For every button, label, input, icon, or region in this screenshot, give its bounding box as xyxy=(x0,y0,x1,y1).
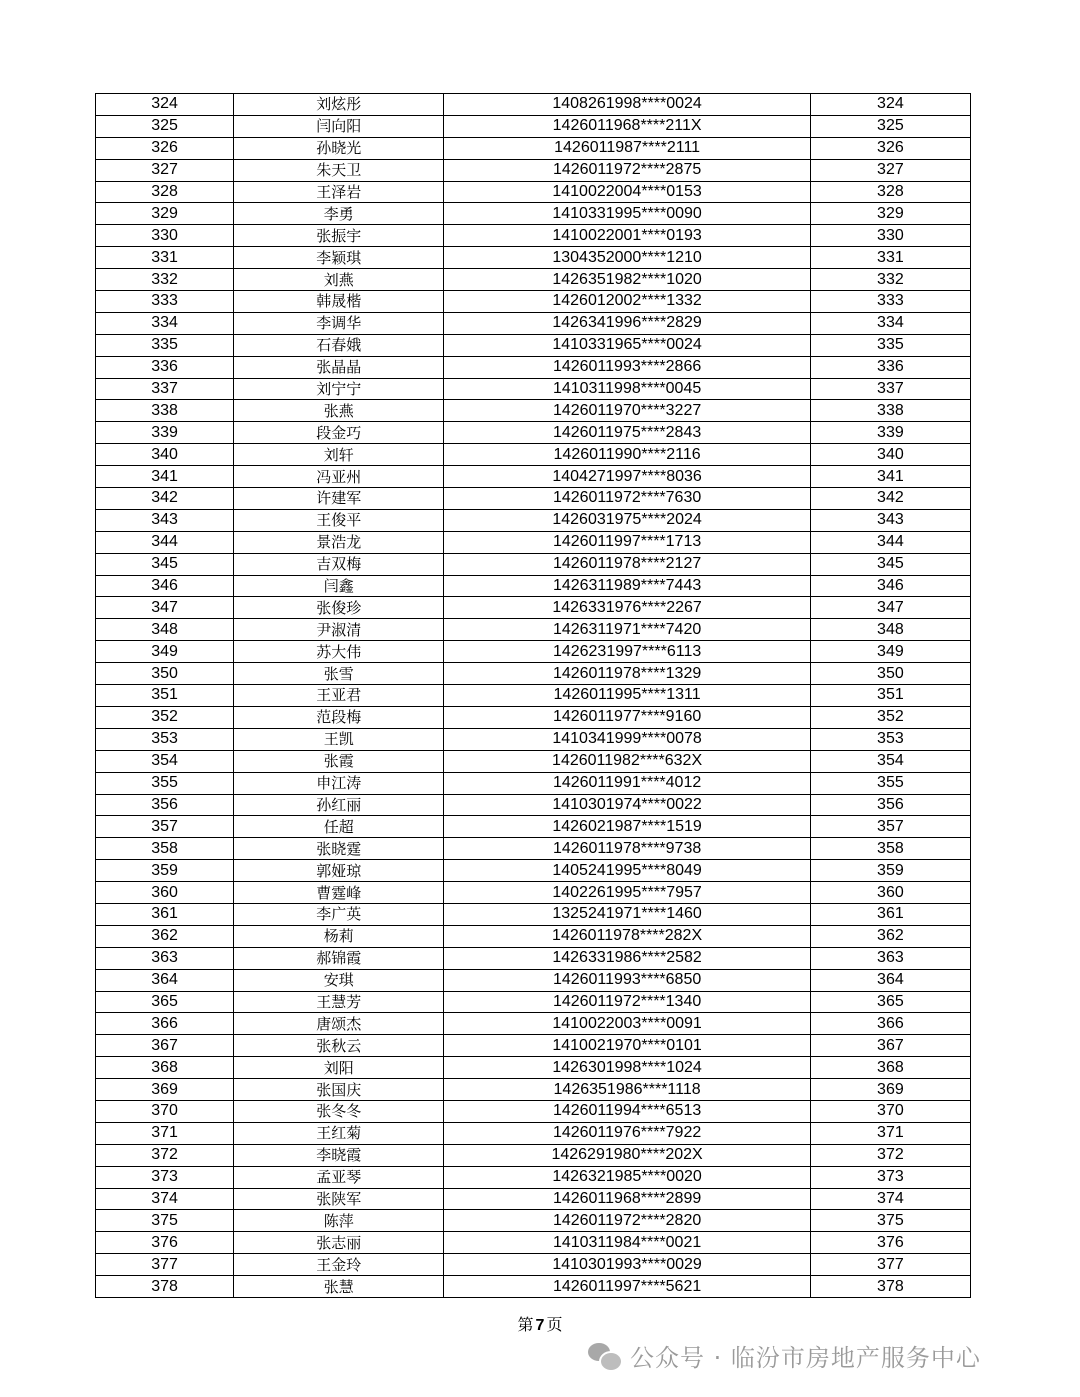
id-number-cell: 1426011977****9160 xyxy=(444,706,810,728)
rank-cell: 327 xyxy=(810,159,970,181)
id-number-cell: 1426011997****1713 xyxy=(444,531,810,553)
id-number-cell: 1426011968****211X xyxy=(444,115,810,137)
name-cell: 苏大伟 xyxy=(234,641,444,663)
rank-cell: 335 xyxy=(810,334,970,356)
id-number-cell: 1426011970****3227 xyxy=(444,400,810,422)
table-row xyxy=(96,772,971,794)
rank-cell: 324 xyxy=(810,94,970,116)
id-number-cell: 1408261998****0024 xyxy=(444,94,810,116)
seq-cell: 346 xyxy=(96,575,234,597)
name-cell: 孙红丽 xyxy=(234,794,444,816)
seq-cell: 340 xyxy=(96,444,234,466)
rank-cell: 378 xyxy=(810,1276,970,1298)
name-cell: 杨莉 xyxy=(234,925,444,947)
table-row xyxy=(96,1188,971,1210)
seq-cell: 360 xyxy=(96,882,234,904)
seq-cell: 335 xyxy=(96,334,234,356)
name-cell: 张慧 xyxy=(234,1276,444,1298)
rank-cell: 332 xyxy=(810,269,970,291)
id-number-cell: 1426011991****4012 xyxy=(444,772,810,794)
name-cell: 陈萍 xyxy=(234,1210,444,1232)
name-cell: 段金巧 xyxy=(234,422,444,444)
id-number-cell: 1304352000****1210 xyxy=(444,247,810,269)
rank-cell: 352 xyxy=(810,706,970,728)
rank-cell: 370 xyxy=(810,1100,970,1122)
id-number-cell: 1426351986****1118 xyxy=(444,1079,810,1101)
name-cell: 刘宁宁 xyxy=(234,378,444,400)
table-row xyxy=(96,247,971,269)
rank-cell: 331 xyxy=(810,247,970,269)
table-row xyxy=(96,1166,971,1188)
name-cell: 申江涛 xyxy=(234,772,444,794)
name-cell: 张振宇 xyxy=(234,225,444,247)
id-number-cell: 1426011990****2116 xyxy=(444,444,810,466)
seq-cell: 367 xyxy=(96,1035,234,1057)
seq-cell: 334 xyxy=(96,312,234,334)
rank-cell: 354 xyxy=(810,750,970,772)
seq-cell: 355 xyxy=(96,772,234,794)
rank-cell: 371 xyxy=(810,1122,970,1144)
seq-cell: 338 xyxy=(96,400,234,422)
name-cell: 李调华 xyxy=(234,312,444,334)
rank-cell: 341 xyxy=(810,466,970,488)
name-cell: 王亚君 xyxy=(234,685,444,707)
table-row xyxy=(96,838,971,860)
name-cell: 闫鑫 xyxy=(234,575,444,597)
name-cell: 范段梅 xyxy=(234,706,444,728)
name-cell: 安琪 xyxy=(234,969,444,991)
seq-cell: 376 xyxy=(96,1232,234,1254)
table-row xyxy=(96,444,971,466)
table-row xyxy=(96,356,971,378)
wechat-watermark xyxy=(588,1338,981,1373)
id-number-cell: 1426011993****6850 xyxy=(444,969,810,991)
table-row xyxy=(96,137,971,159)
seq-cell: 375 xyxy=(96,1210,234,1232)
table-row xyxy=(96,860,971,882)
rank-cell: 355 xyxy=(810,772,970,794)
rank-cell: 330 xyxy=(810,225,970,247)
id-number-cell: 1426351982****1020 xyxy=(444,269,810,291)
id-number-cell: 1426301998****1024 xyxy=(444,1057,810,1079)
rank-cell: 364 xyxy=(810,969,970,991)
rank-cell: 374 xyxy=(810,1188,970,1210)
name-cell: 唐颂杰 xyxy=(234,1013,444,1035)
name-cell: 许建军 xyxy=(234,488,444,510)
name-cell: 王慧芳 xyxy=(234,991,444,1013)
table-row xyxy=(96,466,971,488)
rank-cell: 372 xyxy=(810,1144,970,1166)
name-cell: 朱天卫 xyxy=(234,159,444,181)
name-cell: 张冬冬 xyxy=(234,1100,444,1122)
table-row xyxy=(96,706,971,728)
name-cell: 张晓霆 xyxy=(234,838,444,860)
table-row xyxy=(96,334,971,356)
rank-cell: 336 xyxy=(810,356,970,378)
table-row xyxy=(96,597,971,619)
name-cell: 郝锦霞 xyxy=(234,947,444,969)
name-cell: 王俊平 xyxy=(234,509,444,531)
rank-cell: 367 xyxy=(810,1035,970,1057)
id-number-cell: 1325241971****1460 xyxy=(444,903,810,925)
id-number-cell: 1426011978****1329 xyxy=(444,663,810,685)
id-number-cell: 1410331995****0090 xyxy=(444,203,810,225)
id-number-cell: 1426291980****202X xyxy=(444,1144,810,1166)
table-row xyxy=(96,181,971,203)
seq-cell: 328 xyxy=(96,181,234,203)
name-cell: 张俊珍 xyxy=(234,597,444,619)
rank-cell: 359 xyxy=(810,860,970,882)
seq-cell: 356 xyxy=(96,794,234,816)
rank-cell: 338 xyxy=(810,400,970,422)
seq-cell: 370 xyxy=(96,1100,234,1122)
seq-cell: 344 xyxy=(96,531,234,553)
id-number-cell: 1426011972****2875 xyxy=(444,159,810,181)
seq-cell: 333 xyxy=(96,291,234,313)
seq-cell: 331 xyxy=(96,247,234,269)
seq-cell: 368 xyxy=(96,1057,234,1079)
rank-cell: 373 xyxy=(810,1166,970,1188)
table-row xyxy=(96,575,971,597)
seq-cell: 366 xyxy=(96,1013,234,1035)
table-row xyxy=(96,1079,971,1101)
rank-cell: 356 xyxy=(810,794,970,816)
rank-cell: 366 xyxy=(810,1013,970,1035)
name-cell: 景浩龙 xyxy=(234,531,444,553)
seq-cell: 377 xyxy=(96,1254,234,1276)
id-number-cell: 1426012002****1332 xyxy=(444,291,810,313)
name-cell: 张陕军 xyxy=(234,1188,444,1210)
seq-cell: 339 xyxy=(96,422,234,444)
table-row xyxy=(96,641,971,663)
id-number-cell: 1405241995****8049 xyxy=(444,860,810,882)
name-cell: 张雪 xyxy=(234,663,444,685)
id-number-cell: 1426011976****7922 xyxy=(444,1122,810,1144)
name-cell: 冯亚州 xyxy=(234,466,444,488)
id-number-cell: 1410301974****0022 xyxy=(444,794,810,816)
rank-cell: 362 xyxy=(810,925,970,947)
rank-cell: 346 xyxy=(810,575,970,597)
table-row xyxy=(96,312,971,334)
id-number-cell: 1426011978****9738 xyxy=(444,838,810,860)
name-cell: 郭娅琼 xyxy=(234,860,444,882)
rank-cell: 339 xyxy=(810,422,970,444)
rank-cell: 375 xyxy=(810,1210,970,1232)
id-number-cell: 1410311998****0045 xyxy=(444,378,810,400)
name-cell: 李晓霞 xyxy=(234,1144,444,1166)
table-row xyxy=(96,1232,971,1254)
name-cell: 张秋云 xyxy=(234,1035,444,1057)
table-row xyxy=(96,1276,971,1298)
table-row xyxy=(96,882,971,904)
name-cell: 孟亚琴 xyxy=(234,1166,444,1188)
id-number-cell: 1410331965****0024 xyxy=(444,334,810,356)
seq-cell: 364 xyxy=(96,969,234,991)
name-cell: 孙晓光 xyxy=(234,137,444,159)
table-row xyxy=(96,619,971,641)
seq-cell: 324 xyxy=(96,94,234,116)
name-cell: 李广英 xyxy=(234,903,444,925)
id-number-cell: 1426011972****7630 xyxy=(444,488,810,510)
table-row xyxy=(96,94,971,116)
table-row xyxy=(96,225,971,247)
name-cell: 王泽岩 xyxy=(234,181,444,203)
id-number-cell: 1426011975****2843 xyxy=(444,422,810,444)
name-cell: 刘炫彤 xyxy=(234,94,444,116)
table-row xyxy=(96,269,971,291)
seq-cell: 329 xyxy=(96,203,234,225)
name-cell: 曹霆峰 xyxy=(234,882,444,904)
seq-cell: 369 xyxy=(96,1079,234,1101)
seq-cell: 325 xyxy=(96,115,234,137)
seq-cell: 330 xyxy=(96,225,234,247)
table-row xyxy=(96,1035,971,1057)
id-number-cell: 1426011982****632X xyxy=(444,750,810,772)
table-row xyxy=(96,1144,971,1166)
name-cell: 张晶晶 xyxy=(234,356,444,378)
seq-cell: 343 xyxy=(96,509,234,531)
rank-cell: 326 xyxy=(810,137,970,159)
table-row xyxy=(96,115,971,137)
id-number-cell: 1426331986****2582 xyxy=(444,947,810,969)
table-body xyxy=(96,94,971,1298)
seq-cell: 365 xyxy=(96,991,234,1013)
name-cell: 吉双梅 xyxy=(234,553,444,575)
name-cell: 李颖琪 xyxy=(234,247,444,269)
name-cell: 张国庆 xyxy=(234,1079,444,1101)
rank-cell: 337 xyxy=(810,378,970,400)
table-row xyxy=(96,947,971,969)
table-row xyxy=(96,685,971,707)
seq-cell: 345 xyxy=(96,553,234,575)
seq-cell: 349 xyxy=(96,641,234,663)
rank-cell: 368 xyxy=(810,1057,970,1079)
page-suffix: 页 xyxy=(546,1315,563,1334)
table-row xyxy=(96,750,971,772)
seq-cell: 372 xyxy=(96,1144,234,1166)
id-number-cell: 1410021970****0101 xyxy=(444,1035,810,1057)
seq-cell: 332 xyxy=(96,269,234,291)
name-cell: 刘燕 xyxy=(234,269,444,291)
rank-cell: 360 xyxy=(810,882,970,904)
seq-cell: 347 xyxy=(96,597,234,619)
id-number-cell: 1426341996****2829 xyxy=(444,312,810,334)
seq-cell: 351 xyxy=(96,685,234,707)
table-row xyxy=(96,903,971,925)
watermark-text: 公众号 · 临汾市房地产服务中心 xyxy=(630,1344,981,1372)
name-cell: 王红菊 xyxy=(234,1122,444,1144)
name-cell: 韩晟楷 xyxy=(234,291,444,313)
seq-cell: 337 xyxy=(96,378,234,400)
id-number-cell: 1410301993****0029 xyxy=(444,1254,810,1276)
table-row xyxy=(96,203,971,225)
rank-cell: 377 xyxy=(810,1254,970,1276)
rank-cell: 361 xyxy=(810,903,970,925)
name-cell: 任超 xyxy=(234,816,444,838)
table-row xyxy=(96,1122,971,1144)
page-prefix: 第 xyxy=(517,1315,534,1334)
seq-cell: 361 xyxy=(96,903,234,925)
seq-cell: 363 xyxy=(96,947,234,969)
id-number-cell: 1410022004****0153 xyxy=(444,181,810,203)
id-number-cell: 1410311984****0021 xyxy=(444,1232,810,1254)
id-number-cell: 1426231997****6113 xyxy=(444,641,810,663)
table-row xyxy=(96,991,971,1013)
seq-cell: 371 xyxy=(96,1122,234,1144)
rank-cell: 351 xyxy=(810,685,970,707)
id-number-cell: 1410022003****0091 xyxy=(444,1013,810,1035)
id-number-cell: 1426311971****7420 xyxy=(444,619,810,641)
rank-cell: 353 xyxy=(810,728,970,750)
id-number-cell: 1426011994****6513 xyxy=(444,1100,810,1122)
rank-cell: 350 xyxy=(810,663,970,685)
name-cell: 张霞 xyxy=(234,750,444,772)
rank-cell: 363 xyxy=(810,947,970,969)
page-number: 7 xyxy=(535,1317,545,1334)
table-row xyxy=(96,969,971,991)
id-number-cell: 1426011972****1340 xyxy=(444,991,810,1013)
rank-cell: 334 xyxy=(810,312,970,334)
seq-cell: 359 xyxy=(96,860,234,882)
id-number-cell: 1404271997****8036 xyxy=(444,466,810,488)
seq-cell: 358 xyxy=(96,838,234,860)
rank-cell: 376 xyxy=(810,1232,970,1254)
seq-cell: 326 xyxy=(96,137,234,159)
id-number-cell: 1426011972****2820 xyxy=(444,1210,810,1232)
name-cell: 刘阳 xyxy=(234,1057,444,1079)
seq-cell: 353 xyxy=(96,728,234,750)
name-cell: 刘轩 xyxy=(234,444,444,466)
id-number-cell: 1426011987****2111 xyxy=(444,137,810,159)
table-row xyxy=(96,1210,971,1232)
wechat-icon xyxy=(588,1341,622,1371)
rank-cell: 333 xyxy=(810,291,970,313)
seq-cell: 341 xyxy=(96,466,234,488)
id-number-cell: 1426011968****2899 xyxy=(444,1188,810,1210)
rank-cell: 349 xyxy=(810,641,970,663)
table-row xyxy=(96,422,971,444)
table-row xyxy=(96,728,971,750)
seq-cell: 357 xyxy=(96,816,234,838)
table-row xyxy=(96,378,971,400)
table-row xyxy=(96,816,971,838)
id-number-cell: 1426031975****2024 xyxy=(444,509,810,531)
id-number-cell: 1410341999****0078 xyxy=(444,728,810,750)
table-row xyxy=(96,488,971,510)
rank-cell: 365 xyxy=(810,991,970,1013)
name-cell: 闫向阳 xyxy=(234,115,444,137)
rank-cell: 343 xyxy=(810,509,970,531)
name-cell: 王金玲 xyxy=(234,1254,444,1276)
table-row xyxy=(96,531,971,553)
id-number-cell: 1426011995****1311 xyxy=(444,685,810,707)
rank-cell: 328 xyxy=(810,181,970,203)
table-row xyxy=(96,925,971,947)
id-number-cell: 1426331976****2267 xyxy=(444,597,810,619)
seq-cell: 354 xyxy=(96,750,234,772)
seq-cell: 327 xyxy=(96,159,234,181)
table-row xyxy=(96,509,971,531)
rank-cell: 340 xyxy=(810,444,970,466)
rank-cell: 345 xyxy=(810,553,970,575)
seq-cell: 342 xyxy=(96,488,234,510)
seq-cell: 348 xyxy=(96,619,234,641)
name-cell: 张志丽 xyxy=(234,1232,444,1254)
id-number-cell: 1426011993****2866 xyxy=(444,356,810,378)
id-number-cell: 1426321985****0020 xyxy=(444,1166,810,1188)
rank-cell: 329 xyxy=(810,203,970,225)
rank-cell: 358 xyxy=(810,838,970,860)
rank-cell: 325 xyxy=(810,115,970,137)
seq-cell: 378 xyxy=(96,1276,234,1298)
name-cell: 张燕 xyxy=(234,400,444,422)
id-number-cell: 1426011997****5621 xyxy=(444,1276,810,1298)
table-row xyxy=(96,1254,971,1276)
id-number-cell: 1402261995****7957 xyxy=(444,882,810,904)
seq-cell: 350 xyxy=(96,663,234,685)
name-cell: 王凯 xyxy=(234,728,444,750)
rank-cell: 347 xyxy=(810,597,970,619)
rank-cell: 342 xyxy=(810,488,970,510)
name-cell: 石春娥 xyxy=(234,334,444,356)
table-row xyxy=(96,1013,971,1035)
id-number-cell: 1426011978****282X xyxy=(444,925,810,947)
rank-cell: 348 xyxy=(810,619,970,641)
seq-cell: 373 xyxy=(96,1166,234,1188)
id-number-cell: 1410022001****0193 xyxy=(444,225,810,247)
applicant-list-table xyxy=(95,93,971,1298)
table-row xyxy=(96,663,971,685)
seq-cell: 336 xyxy=(96,356,234,378)
id-number-cell: 1426311989****7443 xyxy=(444,575,810,597)
table-row xyxy=(96,291,971,313)
page-footer xyxy=(0,1312,1080,1335)
table-row xyxy=(96,159,971,181)
table-row xyxy=(96,1100,971,1122)
seq-cell: 362 xyxy=(96,925,234,947)
rank-cell: 369 xyxy=(810,1079,970,1101)
rank-cell: 357 xyxy=(810,816,970,838)
id-number-cell: 1426021987****1519 xyxy=(444,816,810,838)
name-cell: 李勇 xyxy=(234,203,444,225)
seq-cell: 352 xyxy=(96,706,234,728)
id-number-cell: 1426011978****2127 xyxy=(444,553,810,575)
name-cell: 尹淑清 xyxy=(234,619,444,641)
rank-cell: 344 xyxy=(810,531,970,553)
table-row xyxy=(96,400,971,422)
table-row xyxy=(96,794,971,816)
seq-cell: 374 xyxy=(96,1188,234,1210)
table-row xyxy=(96,553,971,575)
table-row xyxy=(96,1057,971,1079)
